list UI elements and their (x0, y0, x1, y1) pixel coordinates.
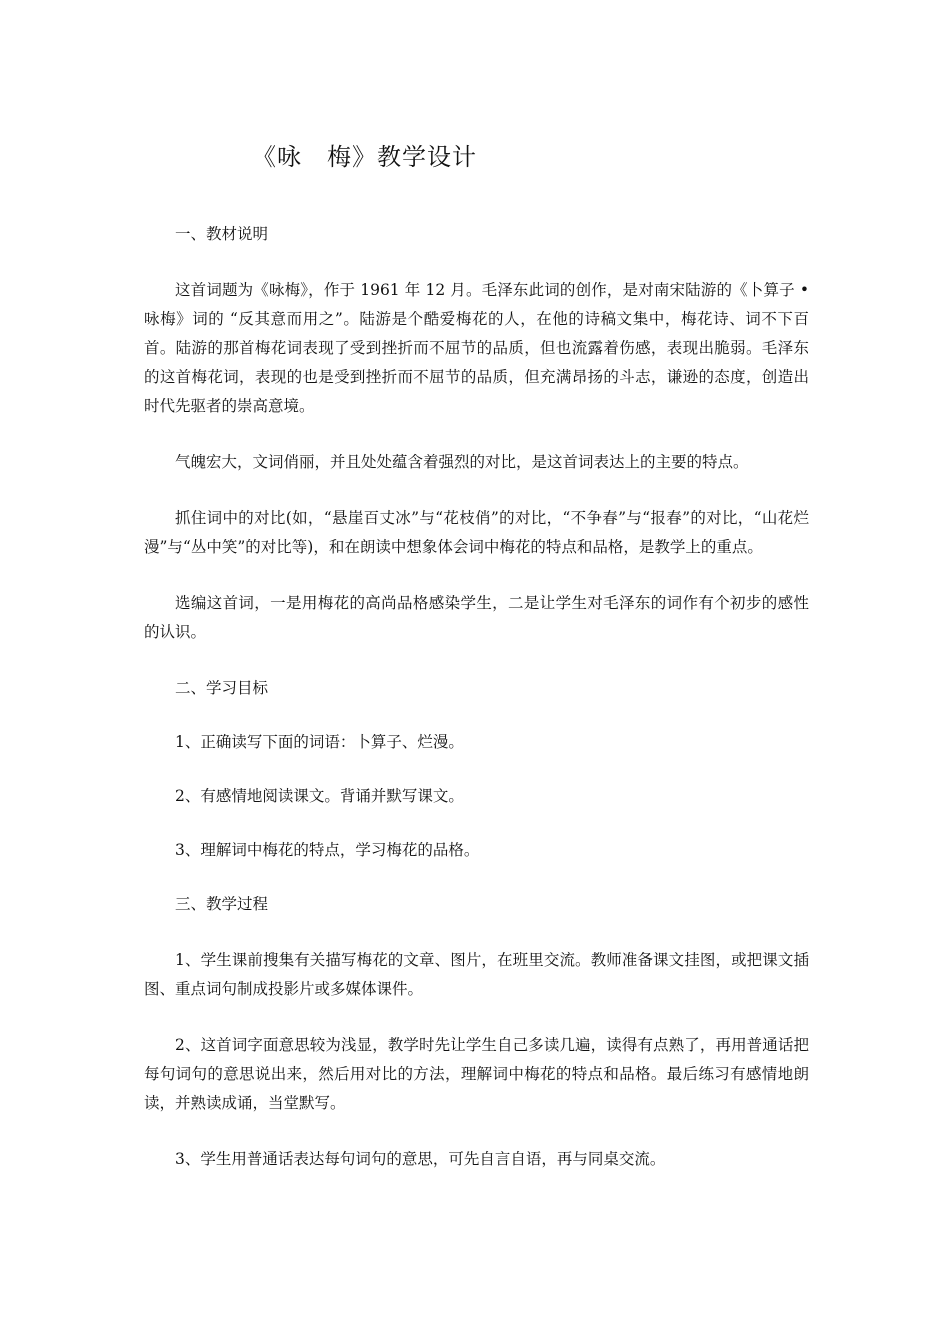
section-heading-objectives: 二、学习目标 (175, 679, 269, 697)
paragraph-purpose: 选编这首词，一是用梅花的高尚品格感染学生，二是让学生对毛泽东的词作有个初步的感性的认识。 (144, 594, 809, 641)
document-title: 《咏 梅》教学设计 (252, 143, 477, 171)
process-item: 2、这首词字面意思较为浅显，教学时先让学生自己多读几遍，读得有点熟了，再用普通话把每句词句的意思说出来，然后用对比的方法，理解词中梅花的特点和品格。最后练习有感情地朗读，并熟读成诵，当堂默写。 (144, 1036, 809, 1112)
objective-item: 3、理解词中梅花的特点，学习梅花的品格。 (175, 841, 480, 859)
section-heading-materials: 一、教材说明 (175, 225, 269, 243)
paragraph-key-points: 抓住词中的对比(如，“悬崖百丈冰”与“花枝俏”的对比，“不争春”与“报春”的对比，“山花烂漫”与“丛中笑”的对比等)，和在朗读中想象体会词中梅花的特点和品格，是教学上的重点。 (144, 509, 809, 556)
paragraph-features: 气魄宏大，文词俏丽，并且处处蕴含着强烈的对比，是这首词表达上的主要的特点。 (175, 453, 749, 471)
process-item: 3、学生用普通话表达每句词句的意思，可先自言自语，再与同桌交流。 (175, 1150, 666, 1168)
process-item: 1、学生课前搜集有关描写梅花的文章、图片，在班里交流。教师准备课文挂图，或把课文插图、重点词句制成投影片或多媒体课件。 (144, 951, 809, 998)
objective-item: 1、正确读写下面的词语：卜算子、烂漫。 (175, 733, 464, 751)
objective-item: 2、有感情地阅读课文。背诵并默写课文。 (175, 787, 464, 805)
document-body (144, 220, 809, 1174)
section-heading-process: 三、教学过程 (175, 895, 269, 913)
paragraph-intro: 这首词题为《咏梅》，作于 1961 年 12 月。毛泽东此词的创作，是对南宋陆游的《卜算子 •咏梅》词的 “反其意而用之”。陆游是个酷爱梅花的人，在他的诗稿文集中，梅花诗、词不下百首。陆游的那首梅花词表现了受到挫折而不屈节的品质，但也流露着伤感，表现出脆弱。毛泽东的这首梅花词，表现的也是受到挫折而不屈节的品质，但充满昂扬的斗志，谦逊的态度，创造出时代先驱者的崇高意境。 (144, 281, 809, 415)
